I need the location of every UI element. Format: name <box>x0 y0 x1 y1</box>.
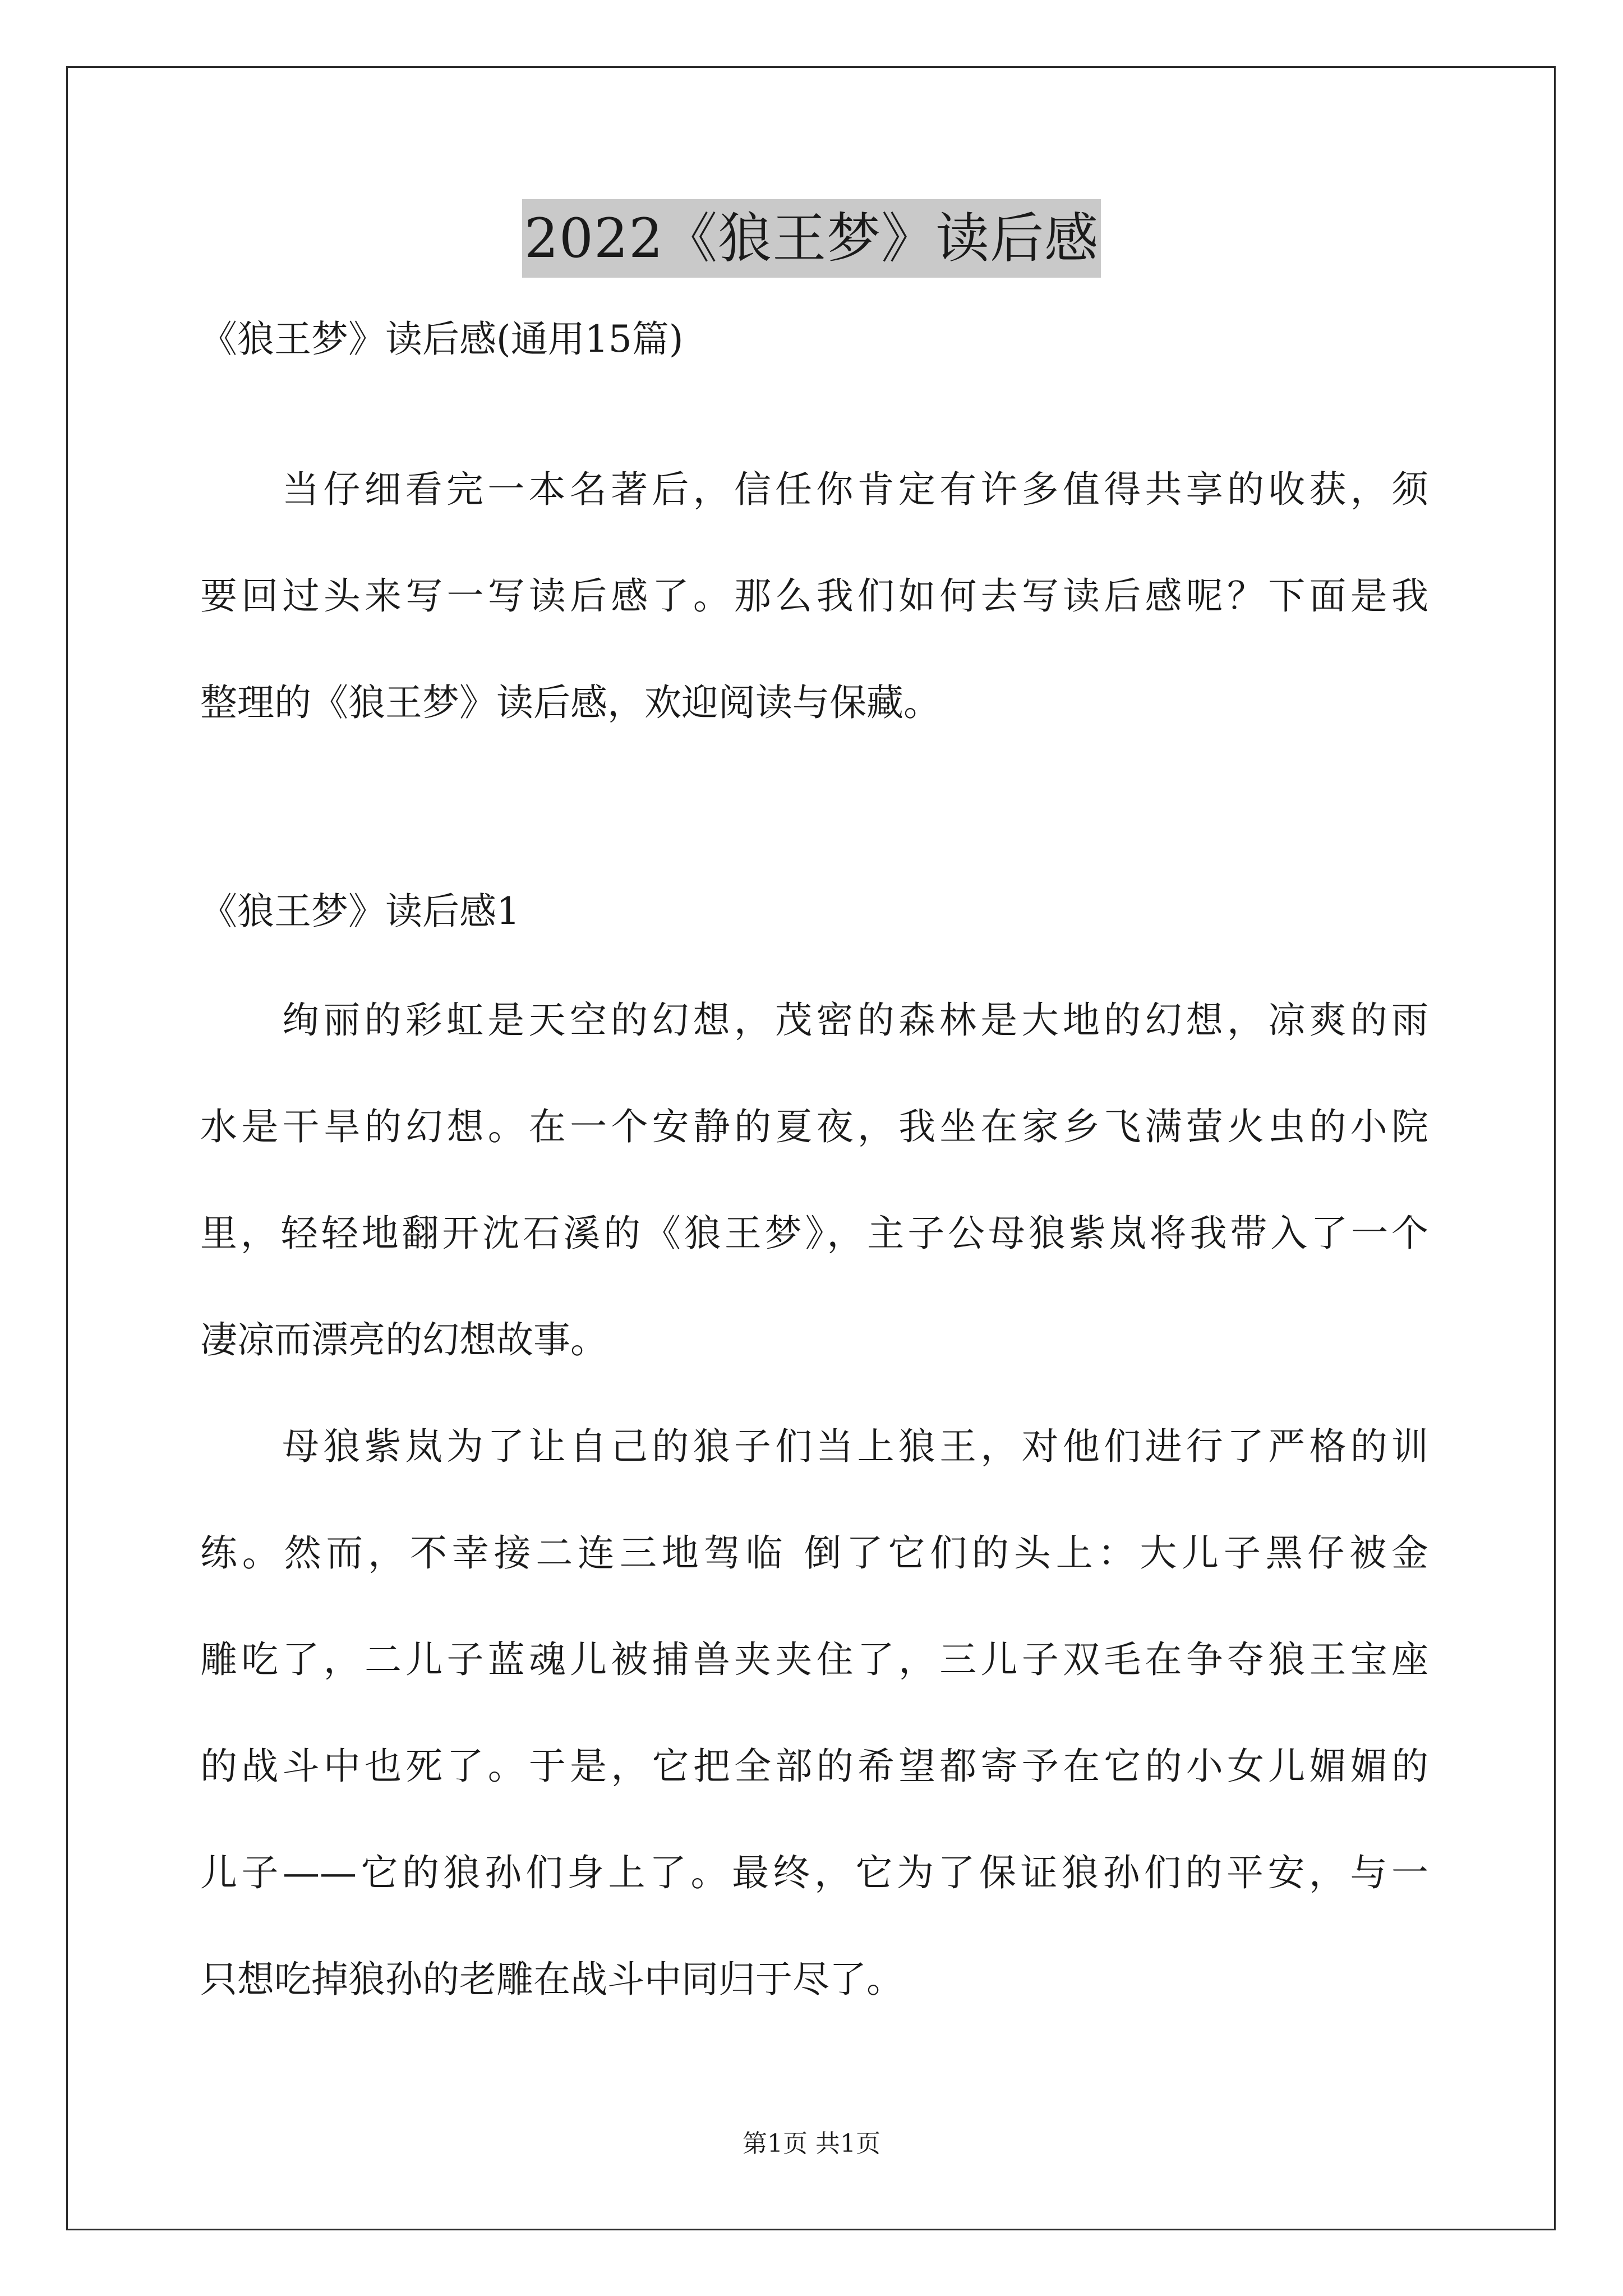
intro-line: 要回过头来写一写读后感了。那么我们如何去写读后感呢？下面是我 <box>200 574 1428 618</box>
document-subtitle: 《狼王梦》读后感(通用15篇) <box>200 318 684 361</box>
paragraph-line: 只想吃掉狼孙的老雕在战斗中同归于尽了。 <box>200 1958 903 2001</box>
paragraph-line: 母狼紫岚为了让自己的狼子们当上狼王，对他们进行了严格的训 <box>282 1425 1428 1468</box>
title-container <box>0 199 1623 278</box>
document-title: 2022《狼王梦》读后感 <box>522 199 1101 278</box>
paragraph-line: 里，轻轻地翻开沈石溪的《狼王梦》，主子公母狼紫岚将我带入了一个 <box>200 1212 1428 1255</box>
paragraph-line: 雕吃了，二儿子蓝魂儿被捕兽夹夹住了，三儿子双毛在争夺狼王宝座 <box>200 1638 1428 1681</box>
paragraph-line: 绚丽的彩虹是天空的幻想，茂密的森林是大地的幻想，凉爽的雨 <box>282 999 1428 1042</box>
paragraph-line: 水是干旱的幻想。在一个安静的夏夜，我坐在家乡飞满萤火虫的小院 <box>200 1105 1428 1148</box>
section-heading: 《狼王梦》读后感1 <box>200 890 520 933</box>
paragraph-line: 儿子——它的狼孙们身上了。最终，它为了保证狼孙们的平安，与一 <box>200 1851 1428 1894</box>
intro-line: 整理的《狼王梦》读后感，欢迎阅读与保藏。 <box>200 681 940 724</box>
paragraph-line: 练。然而，不幸接二连三地驾临 倒了它们的头上：大儿子黑仔被金 <box>200 1531 1428 1575</box>
paragraph-line: 的战斗中也死了。于是，它把全部的希望都寄予在它的小女儿媚媚的 <box>200 1745 1428 1788</box>
page-number-footer: 第1页 共1页 <box>743 2129 880 2158</box>
paragraph-line: 凄凉而漂亮的幻想故事。 <box>200 1318 607 1361</box>
intro-line: 当仔细看完一本名著后，信任你肯定有许多值得共享的收获，须 <box>282 468 1428 511</box>
